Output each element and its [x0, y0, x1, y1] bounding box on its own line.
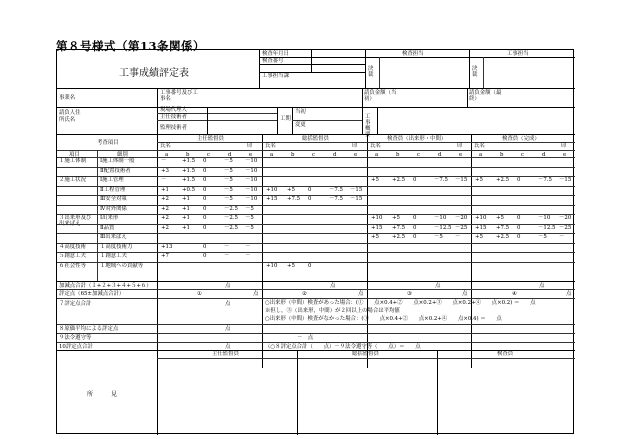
- grade-cell: －25: [455, 224, 468, 231]
- formula-3: ○出来形（中間）検査がなかった場合：(① 点×0.4+② 点×0.2+④ 点×0.4) ＝ 点: [265, 316, 502, 322]
- grade-cell: －10: [245, 177, 258, 183]
- site-agent-label: 現場代理人: [160, 107, 187, 113]
- grade-cell: －15: [350, 186, 363, 193]
- total-label: ７評定点合計: [59, 301, 92, 307]
- grade-cell: 0: [203, 158, 207, 164]
- evaluation-form: [56, 49, 574, 434]
- grade-header-2-e: e: [459, 152, 463, 158]
- grade-cell: 0: [517, 177, 521, 183]
- grade-cell: +7.5: [496, 224, 510, 231]
- law-label: ９法令遵守等: [59, 335, 92, 341]
- grade-cell: －: [455, 234, 461, 240]
- grade-cell: +5: [287, 186, 295, 193]
- grade-cell: +5: [392, 215, 400, 221]
- work-no-label: 工事番号及び工事名: [160, 90, 198, 102]
- grade-header-2-a: a: [375, 152, 379, 158]
- grade-cell: －5: [224, 158, 233, 164]
- grade-cell: +7.5: [392, 224, 406, 231]
- final-unit: 点: [225, 344, 231, 350]
- grade-cell: 0: [203, 243, 207, 250]
- grade-cell: －12.5: [434, 224, 452, 231]
- group-1: 主任監督員: [197, 136, 224, 142]
- grade-cell: +1: [182, 196, 190, 202]
- grade-header-3-d: d: [542, 152, 546, 158]
- grade-cell: 0: [517, 234, 521, 240]
- grade-header-2-c: c: [417, 152, 421, 158]
- grade-cell: +5: [475, 177, 483, 183]
- grade-cell: －5: [538, 234, 547, 240]
- contract-initial-label: 請負金額（当初）: [364, 90, 397, 102]
- grade-cell: －7.5: [434, 177, 448, 183]
- score-unit-4: 点: [566, 291, 572, 297]
- grade-cell: +5: [475, 234, 483, 240]
- grade-cell: 0: [203, 205, 207, 212]
- row-detail: Ⅱ品質: [100, 224, 115, 231]
- grade-cell: 0: [203, 177, 207, 183]
- grade-header-1-e: e: [354, 152, 358, 158]
- grade-cell: +2: [161, 205, 169, 212]
- grade-cell: －5: [245, 224, 254, 231]
- row-detail: Ⅰ出来形: [100, 215, 119, 221]
- grade-cell: －5: [224, 167, 233, 174]
- row-detail: Ⅱ工程管理: [100, 186, 126, 193]
- grade-header-2-d: d: [438, 152, 442, 158]
- grade-cell: 0: [203, 167, 207, 174]
- score-mark-2: ②: [302, 291, 307, 297]
- score-mark-1: ①: [197, 291, 202, 297]
- grade-cell: +7: [161, 253, 169, 259]
- construction-staff-label: 工事担当: [507, 51, 529, 57]
- grade-cell: －15: [559, 177, 572, 183]
- row-item: ６社会性等: [59, 262, 86, 269]
- penalty-label: ８原価平均による評定点: [59, 326, 119, 332]
- approval-label-2: 決裁: [472, 66, 478, 78]
- penalty-unit: 点: [225, 326, 231, 332]
- grade-cell: －7.5: [329, 196, 343, 202]
- grade-cell: 0: [203, 215, 207, 221]
- grade-cell: +0.5: [182, 186, 196, 193]
- grade-cell: －10: [538, 215, 551, 221]
- grade-cell: +1: [182, 205, 190, 212]
- grade-cell: －: [245, 253, 251, 259]
- grade-cell: +5: [371, 177, 379, 183]
- total-unit: 点: [225, 301, 231, 307]
- formula-1: ○出来形（中間）検査があった場合：(① 点×0.4+② 点×0.2+③ 点×0.2+④ 点×0.2) ＝ 点: [265, 300, 536, 306]
- item-col: 項目: [69, 152, 80, 158]
- row-detail: Ⅳ対外関係: [100, 205, 127, 212]
- row-item: ２施工状況: [59, 177, 86, 183]
- name-label-4: 氏名: [474, 143, 485, 149]
- grade-cell: －15: [455, 177, 468, 183]
- grade-cell: －7.5: [538, 177, 552, 183]
- grade-cell: －: [245, 243, 251, 250]
- initial-label: 当初: [295, 109, 306, 115]
- name-label-2: 氏名: [265, 143, 276, 149]
- grade-cell: －20: [559, 215, 572, 221]
- score-unit-2: 点: [358, 291, 364, 297]
- contract-final-label: 請負金額（最終）: [469, 90, 502, 102]
- grade-cell: －: [224, 253, 230, 259]
- grade-header-0-d: d: [228, 152, 232, 158]
- row-detail: Ⅰ施工体制一般: [100, 158, 135, 164]
- grade-cell: +10: [266, 186, 278, 193]
- grade-cell: －5: [224, 186, 233, 193]
- grade-header-1-c: c: [312, 152, 316, 158]
- grade-cell: +13: [161, 243, 173, 250]
- row-item: ３出来形及び出来ばえ: [59, 215, 92, 227]
- grade-cell: +1.5: [182, 158, 196, 164]
- final-label: 10評定点合計: [59, 344, 93, 350]
- grade-cell: －5: [224, 177, 233, 183]
- grade-cell: +10: [475, 215, 487, 221]
- overview-label: 工事概要: [365, 114, 371, 138]
- grade-cell: +2.5: [496, 234, 510, 240]
- grade-cell: 0: [413, 224, 417, 231]
- grade-cell: +5: [287, 262, 295, 269]
- grade-cell: +1: [161, 186, 169, 193]
- final-formula: （○８評定点合計（ 点）－９法令遵守等（ 点）＝ 点: [265, 344, 421, 350]
- grade-cell: 0: [203, 196, 207, 202]
- grade-cell: －10: [245, 186, 258, 193]
- inspection-no-label: 検査番号: [262, 58, 284, 64]
- opinion-group-1: 主任監督員: [212, 351, 239, 357]
- grade-cell: +1: [182, 215, 190, 221]
- grade-cell: －10: [245, 167, 258, 174]
- score-unit-3: 点: [462, 291, 468, 297]
- grade-cell: －5: [245, 215, 254, 221]
- row-item: ５創意工夫: [59, 253, 86, 259]
- sum-unit-1: 点: [225, 283, 231, 289]
- sum-unit-4: 点: [539, 283, 545, 289]
- grade-cell: 0: [308, 196, 312, 202]
- grade-header-3-b: b: [500, 152, 504, 158]
- form-title: 第８号様式（第13条関係）: [56, 39, 206, 53]
- grade-cell: －12.5: [538, 224, 556, 231]
- grade-header-3-e: e: [563, 152, 567, 158]
- grade-cell: －: [161, 158, 167, 164]
- grade-header-0-e: e: [249, 152, 253, 158]
- seal-label-3: 印: [457, 143, 463, 149]
- score-mark-3: ③: [407, 291, 412, 297]
- row-item: ４高度技術: [59, 243, 86, 250]
- grade-cell: －25: [559, 224, 572, 231]
- law-value: － 点: [297, 335, 314, 341]
- opinion-label: 所 見: [87, 391, 118, 398]
- seal-label-2: 印: [352, 143, 358, 149]
- grade-cell: +15: [266, 196, 278, 202]
- grade-cell: 0: [413, 177, 417, 183]
- grade-header-1-a: a: [270, 152, 274, 158]
- row-item: １施工体制: [59, 158, 86, 164]
- grade-header-1-b: b: [291, 152, 295, 158]
- grade-cell: －2.5: [224, 215, 238, 221]
- sum-unit-2: 点: [330, 283, 336, 289]
- grade-cell: 0: [413, 215, 417, 221]
- row-detail: Ⅱ配置技術者: [100, 167, 131, 174]
- grade-cell: 0: [203, 253, 207, 259]
- chief-engineer-label: 主任技術者: [160, 114, 187, 120]
- grade-header-2-b: b: [396, 152, 400, 158]
- grade-cell: +10: [371, 215, 383, 221]
- name-label-3: 氏名: [370, 143, 381, 149]
- grade-cell: +2.5: [392, 234, 406, 240]
- grade-cell: －15: [350, 196, 363, 202]
- grade-cell: 0: [308, 262, 312, 269]
- seal-label-4: 印: [561, 143, 567, 149]
- grade-cell: －7.5: [329, 186, 343, 193]
- grade-cell: +1.5: [182, 177, 196, 183]
- grade-cell: －5: [224, 196, 233, 202]
- grade-cell: －5: [434, 234, 443, 240]
- row-detail: Ⅰ施工管理: [100, 177, 124, 183]
- inspector-dept-label: 工事担当課: [262, 73, 289, 79]
- opinion-group-3: 検査員: [497, 351, 514, 357]
- grade-cell: +2: [161, 224, 169, 231]
- grade-cell: －5: [245, 205, 254, 212]
- grade-cell: －2.5: [224, 224, 238, 231]
- row-detail: １創意工夫: [100, 253, 127, 259]
- seal-label-1: 印: [247, 143, 253, 149]
- supervising-engineer-label: 監理技術者: [160, 125, 187, 131]
- row-detail: １高度技術力: [100, 243, 133, 250]
- grade-cell: －: [161, 177, 167, 183]
- grade-cell: +5: [496, 215, 504, 221]
- period-label: 工期: [280, 116, 291, 122]
- grade-header-0-c: c: [207, 152, 211, 158]
- grade-cell: +7.5: [287, 196, 301, 202]
- grade-cell: －10: [245, 158, 258, 164]
- grade-cell: +2.5: [392, 177, 406, 183]
- grade-cell: +3: [161, 167, 169, 174]
- grade-header-0-b: b: [186, 152, 190, 158]
- grade-cell: +1.5: [182, 167, 196, 174]
- score-mark-4: ④: [512, 291, 517, 297]
- row-detail: Ⅲ出来ばえ: [100, 234, 127, 240]
- grade-cell: 0: [308, 186, 312, 193]
- inspection-staff-label: 検査担当: [402, 51, 424, 57]
- sum-label: 加減点合計（１+２+３+４+５+６）: [59, 283, 152, 289]
- grade-cell: －10: [245, 196, 258, 202]
- column-group-label: 考査項目: [97, 140, 119, 146]
- grade-cell: －: [559, 234, 565, 240]
- row-detail: １地域への貢献等: [100, 262, 144, 269]
- group-3: 検査員（出来形・中間）: [387, 136, 447, 142]
- grade-cell: +15: [371, 224, 383, 231]
- grade-cell: +2.5: [496, 177, 510, 183]
- name-label-1: 氏名: [160, 143, 171, 149]
- grade-cell: +2: [161, 196, 169, 202]
- score-unit-1: 点: [253, 291, 259, 297]
- grade-cell: 0: [517, 224, 521, 231]
- group-2: 総括監督員: [302, 136, 329, 142]
- grade-cell: +2: [161, 215, 169, 221]
- grade-cell: +1: [182, 224, 190, 231]
- grade-cell: －10: [434, 215, 447, 221]
- grade-cell: 0: [413, 234, 417, 240]
- grade-cell: －2.5: [224, 205, 238, 212]
- inspection-date-label: 検査年月日: [262, 51, 289, 57]
- grade-cell: －: [224, 243, 230, 250]
- detail-col: 細別: [117, 152, 128, 158]
- contractor-label: 請負人住所氏名: [59, 110, 81, 123]
- group-4: 検査員（完成）: [502, 136, 540, 142]
- project-name-label: 事業名: [59, 95, 76, 101]
- grade-cell: +15: [475, 224, 487, 231]
- doc-title: 工事成績評定表: [119, 68, 189, 79]
- grade-cell: 0: [203, 186, 207, 193]
- grade-cell: 0: [517, 215, 521, 221]
- grade-header-0-a: a: [165, 152, 169, 158]
- grade-cell: 0: [203, 224, 207, 231]
- grade-cell: +10: [266, 262, 278, 269]
- grade-cell: +5: [371, 234, 379, 240]
- sum-unit-3: 点: [435, 283, 441, 289]
- opinion-group-2: 総括監督員: [352, 351, 379, 357]
- score-label: 評定点（65±加減点合計）: [59, 291, 125, 297]
- grade-header-1-d: d: [333, 152, 337, 158]
- grade-cell: －20: [455, 215, 468, 221]
- change-label: 変更: [295, 122, 306, 128]
- grade-header-3-a: a: [479, 152, 483, 158]
- row-detail: Ⅲ安全対策: [100, 196, 127, 202]
- formula-2: ※但し，③（出来形，中間）が２回以上の場合は平均値: [265, 308, 400, 314]
- grade-header-3-c: c: [521, 152, 525, 158]
- approval-label: 決裁: [368, 66, 374, 78]
